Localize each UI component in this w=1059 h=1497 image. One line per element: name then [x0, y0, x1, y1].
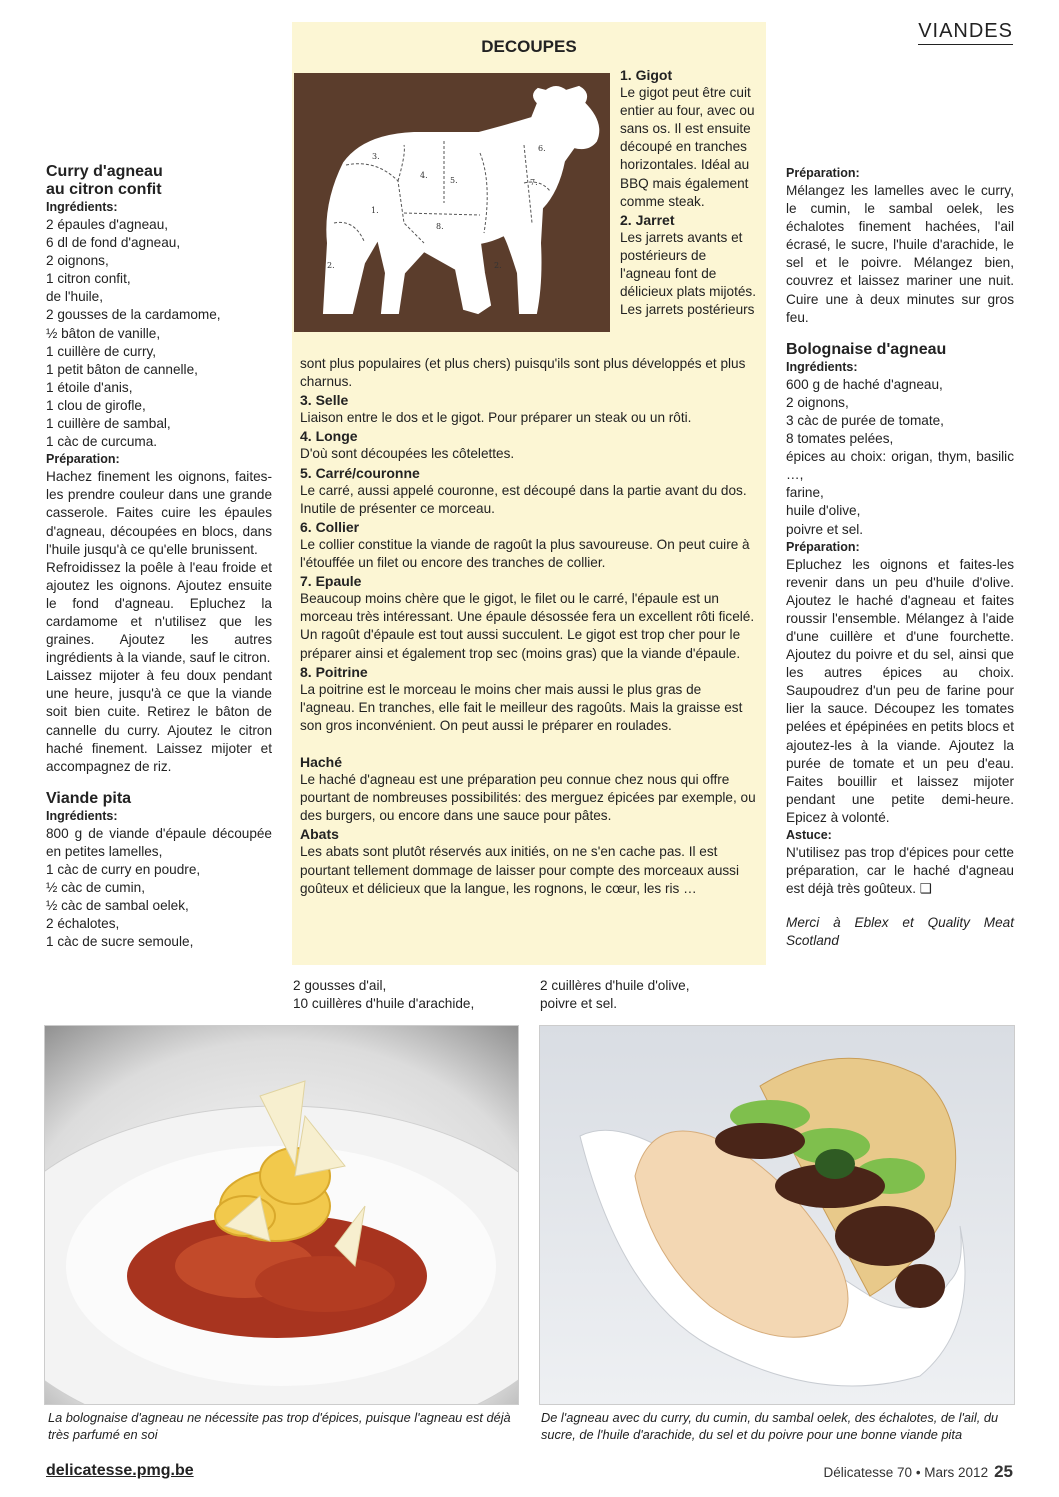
ingredient: 600 g de haché d'agneau,: [786, 376, 943, 392]
ingredient: farine,: [786, 485, 824, 501]
lamb-cuts-diagram: [294, 73, 610, 332]
page-number: 25: [994, 1462, 1013, 1481]
pita-ingredients-cont-1: [293, 977, 523, 1013]
preparation-text: Hachez finement les oignons, faites-les prendre couleur dans une grande casserole. Faites cuire les épaules d'agneau, découpées en blocs, dans l'huile jusqu'à ce qu'elle brunissent.: [46, 469, 272, 557]
ingredient: 6 dl de fond d'agneau,: [46, 235, 181, 251]
preparation-text: Mélangez les lamelles avec le curry, le cumin, le sambal oelek, les échalotes finement hachées, l'ail écrasé, le sucre, l'huile d'arachide, le sel et le poivre. Mélangez bien, couvrez et laissez mariner une nuit. Cuire une à deux minutes sur gros feu.: [786, 183, 1014, 325]
footer-url-link[interactable]: delicatesse.pmg.be: [46, 1462, 194, 1479]
cut-text: D'où sont découpées les côtelettes.: [300, 446, 515, 462]
preparation-text: Refroidissez la poêle à l'eau froide et ajoutez les oignons. Ajoutez ensuite le fond d'agneau. Epluchez la cardamome et n'utilisez que les graines. Ajoutez les autres ingrédients à la viande, sauf le citron.: [46, 559, 272, 666]
ingredient: 1 petit bâton de cannelle,: [46, 361, 198, 377]
thanks-credit: Merci à Eblex et Quality Meat Scotland: [786, 915, 1014, 949]
cut-heading: 4. Longe: [300, 428, 358, 445]
ingredient: 1 cuillère de sambal,: [46, 416, 171, 432]
ingredient: 2 oignons,: [46, 253, 109, 269]
ingredient: 1 càc de curry en poudre,: [46, 862, 201, 877]
astuce-label: Astuce:: [786, 828, 832, 842]
preparation-label: Préparation:: [786, 166, 860, 180]
ingredient: 3 càc de purée de tomate,: [786, 412, 944, 428]
ingredient: 8 tomates pelées,: [786, 431, 894, 447]
cut-text: Beaucoup moins chère que le gigot, le filet ou le carré, l'épaule est un morceau très intéressant. Une épaule désossée fera un excellent rôti ficelé. Un ragoût d'épaule est tout aussi succulent. Le gigot est trop cher pour le préparer ainsi et également trop sec (moins gras) que la viande d'épaule.: [300, 591, 755, 661]
end-mark-icon: ❑: [919, 881, 932, 897]
ingredient: 1 cuillère de curry,: [46, 343, 157, 359]
cut-heading: 7. Epaule: [300, 573, 362, 590]
preparation-text: Laissez mijoter à feu doux pendant une heure, jusqu'à ce que la viande soit bien cuite. Retirez le bâton de cannelle du curry. Ajoutez le citron haché finement. Laissez mijoter et accompagnez de riz.: [46, 668, 272, 774]
caption-pita: De l'agneau avec du curry, du cumin, du sambal oelek, des échalotes, de l'ail, du sucre, de l'huile d'arachide, du sel et du poivre pour une bonne viande pita: [541, 1410, 999, 1442]
ingredient: 1 clou de girofle,: [46, 397, 146, 413]
cut-text: Le collier constitue la viande de ragoût la plus savoureuse. On peut cuire à l'étouffée un filet ou encore des tranches de collier.: [300, 536, 750, 571]
ingredient: 1 étoile d'anis,: [46, 379, 133, 395]
decoupes-body: [300, 355, 756, 898]
ingredient: ½ bâton de vanille,: [46, 325, 161, 341]
ingredient: huile d'olive,: [786, 503, 861, 519]
preparation-text: Epluchez les oignons et faites-les revenir dans un peu d'huile d'olive. Ajoutez le haché d'agneau et faites roussir l'ensemble. Mélangez à l'aide d'une cuillère et d'une fourchette. Ajoutez du poivre et du sel, ainsi que les autres épices au choix. Saupoudrez d'un peu de farine pour lier la sauce. Découpez les tomates pelées et épépinées en petits blocs et ajoutez-les à la viande. Ajoutez la purée de tomate et un peu d'eau. Faites bouillir et laissez mijoter pendant une petite demi-heure. Epicez à volonté.: [786, 556, 1014, 825]
cut-label-4: 4.: [420, 171, 428, 180]
cut-heading: Abats: [300, 826, 339, 843]
astuce-text: [786, 844, 1014, 898]
cut-heading: 5. Carré/couronne: [300, 464, 420, 481]
pita-ingredients-cont-2: [540, 977, 760, 1013]
ingredient: 2 oignons,: [786, 394, 849, 410]
ingredients-label: Ingrédients:: [46, 200, 118, 214]
caption-bolognaise: La bolognaise d'agneau ne nécessite pas trop d'épices, puisque l'agneau est déjà très parfumé en soi: [48, 1410, 511, 1442]
ingredient: 1 càc de curcuma.: [46, 434, 158, 450]
footer-issue: [824, 1462, 1013, 1482]
issue-info: Délicatesse 70 • Mars 2012: [823, 1465, 989, 1480]
cut-heading: 3. Selle: [300, 392, 349, 409]
preparation-label: Préparation:: [786, 539, 860, 554]
recipe-title-curry-1: Curry d'agneau: [46, 163, 163, 180]
lamb-icon: [294, 73, 610, 332]
cut-heading: 1. Gigot: [620, 67, 673, 83]
cut-text: Le haché d'agneau est une préparation peu connue chez nous qui offre pourtant de nombreuses possibilités: des merguez épicées par exemple, ou des burgers, ou encore dans une sauce pour pâtes.: [300, 772, 756, 824]
cut-label-3: 3.: [372, 152, 380, 161]
cut-heading: 2. Jarret: [620, 211, 675, 228]
ingredient: 1 càc de sucre semoule,: [46, 934, 194, 950]
ingredient: 2 échalotes,: [46, 916, 120, 932]
ingredient: 2 gousses d'ail,: [293, 978, 387, 993]
right-column: [786, 165, 1014, 950]
ingredient: poivre et sel.: [540, 996, 618, 1012]
ingredient: 2 épaules d'agneau,: [46, 217, 169, 232]
cut-label-2b: 2.: [494, 261, 502, 270]
ingredient: 1 citron confit,: [46, 271, 131, 287]
photo-bolognaise: [44, 1025, 519, 1405]
cut-heading: 8. Poitrine: [300, 663, 368, 680]
bolognaise-plate-icon: [45, 1026, 518, 1404]
cut-label-2a: 2.: [327, 261, 335, 270]
cut-text: Les abats sont plutôt réservés aux initiés, on ne s'en cache pas. Il est pourtant tellement dommage de laisser pour compte des morceaux aussi goûteux et délicieux que la langue, les rognons, le cœur, les ris …: [300, 844, 740, 896]
recipe-title-pita: Viande pita: [46, 789, 132, 807]
ingredient: ½ càc de cumin,: [46, 880, 145, 896]
astuce-body: N'utilisez pas trop d'épices pour cette préparation, car le haché d'agneau est déjà très goûteux.: [786, 845, 1014, 897]
cut-text: sont plus populaires (et plus chers) puisqu'ils sont plus développés et plus charnus.: [300, 356, 746, 390]
cut-label-1: 1.: [371, 206, 379, 215]
cut-text: Liaison entre le dos et le gigot. Pour préparer un steak ou un rôti.: [300, 410, 692, 426]
ingredient: 800 g de viande d'épaule découpée en petites lamelles,: [46, 825, 272, 859]
ingredients-label: Ingrédients:: [786, 359, 858, 374]
section-tag: VIANDES: [918, 20, 1013, 45]
cut-heading: 6. Collier: [300, 518, 360, 535]
cut-text: Le gigot peut être cuit entier au four, avec ou sans os. Il est ensuite découpé en tranches horizontales. Idéal au BBQ mais également comme steak.: [620, 85, 755, 209]
cut-label-5: 5.: [450, 176, 458, 185]
ingredient: épices au choix: origan, thym, basilic …,: [786, 449, 1014, 483]
preparation-label: Préparation:: [46, 452, 120, 467]
ingredient: ½ càc de sambal oelek,: [46, 898, 189, 914]
cut-label-6: 6.: [538, 144, 546, 153]
ingredient: de l'huile,: [46, 289, 104, 305]
decoupes-title: DECOUPES: [481, 37, 577, 56]
ingredient: 2 gousses de la cardamome,: [46, 307, 221, 323]
ingredients-label: Ingrédients:: [46, 808, 118, 823]
ingredient: 10 cuillères d'huile d'arachide,: [293, 996, 475, 1012]
recipe-title-bolognaise: Bolognaise d'agneau: [786, 340, 947, 358]
cut-text: Les jarrets avants et postérieurs de l'agneau font de délicieux plats mijotés. Les jarrets postérieurs: [620, 229, 756, 318]
cut-text: Le carré, aussi appelé couronne, est découpé dans la partie avant du dos. Inutile de présenter ce morceau.: [300, 482, 747, 516]
cut-text: La poitrine est le morceau le moins cher mais aussi le plus gras de l'agneau. En tranches, elle fait le meilleur des ragoûts. Mais la graisse est son gros inconvénient. On peut aussi le préparer en roulades.: [300, 681, 743, 733]
left-column: [46, 163, 272, 951]
cut-heading: Haché: [300, 753, 343, 770]
recipe-title-curry-2: au citron confit: [46, 181, 162, 198]
cut-label-8: 8.: [436, 222, 444, 231]
photo-pita: [539, 1025, 1015, 1405]
gigot-jarret-side-text: [620, 66, 760, 319]
pita-bowl-icon: [540, 1026, 1014, 1404]
ingredient: 2 cuillères d'huile d'olive,: [540, 978, 690, 993]
ingredient: poivre et sel.: [786, 521, 864, 537]
ingredient-list-curry: [46, 216, 272, 451]
cut-label-7: 7.: [530, 178, 538, 187]
